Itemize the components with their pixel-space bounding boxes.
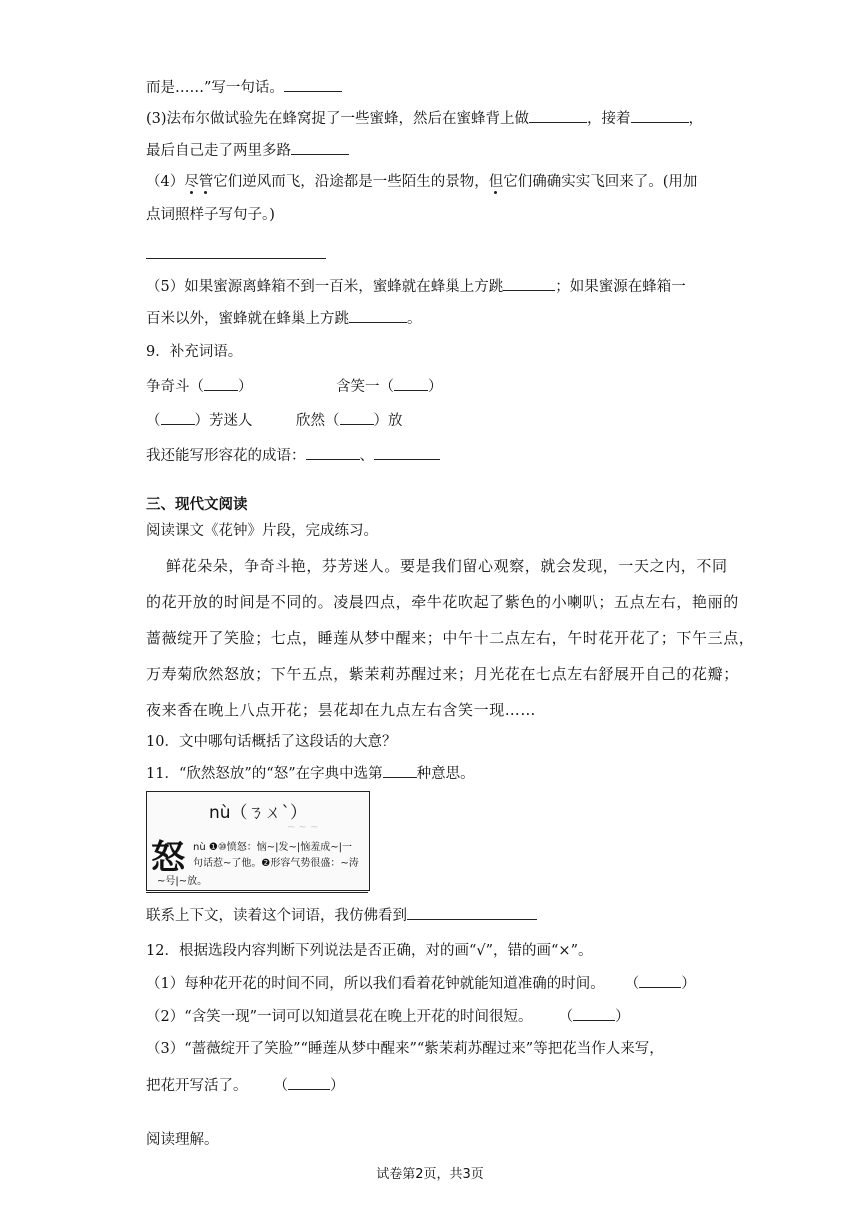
q11-followup: 联系上下文，读着这个词语，我仿佛看到 bbox=[146, 905, 537, 926]
answer-blank[interactable] bbox=[374, 445, 440, 460]
answer-blank[interactable] bbox=[639, 973, 681, 988]
question-9: 9．补充词语。 bbox=[146, 344, 243, 360]
q12-item-1: （1）每种花开花的时间不同，所以我们看着花钟就能知道准确的时间。 （ ） bbox=[146, 973, 696, 994]
reading-heading: 阅读理解。 bbox=[146, 1132, 219, 1148]
dict-def: 句话惹~了他。❷形容气势很盛：~涛 bbox=[193, 858, 359, 869]
passage-line: 万寿菊欣然怒放；下午五点，紫茉莉苏醒过来；月光花在七点左右舒展开自己的花瓣； bbox=[146, 665, 739, 683]
answer-blank[interactable] bbox=[407, 905, 537, 920]
dictionary-entry-image bbox=[146, 791, 370, 891]
line-2: (3)法布尔做试验先在蜂窝捉了一些蜜蜂，然后在蜜蜂背上做 ，接着 ， bbox=[146, 108, 703, 129]
answer-blank[interactable] bbox=[291, 140, 349, 155]
dict-pinyin: nù（ㄋㄨˋ） bbox=[209, 803, 308, 823]
question-10: 10．文中哪句话概括了这段话的大意？ bbox=[146, 734, 397, 750]
q12-item-3: （3）“蔷薇绽开了笑脸”“睡莲从梦中醒来”“紫茉莉苏醒过来”等把花当作人来写， bbox=[146, 1041, 664, 1057]
dict-underline bbox=[146, 892, 368, 893]
section-intro: 阅读课文《花钟》片段，完成练习。 bbox=[146, 523, 378, 539]
question-8-5: （5）如果蜜源离蜂箱不到一百米，蜜蜂就在蜂巢上方跳 ；如果蜜源在蜂箱一 bbox=[146, 276, 686, 297]
passage-line: 的花开放的时间是不同的。凌晨四点，牵牛花吹起了紫色的小喇叭；五点左右，艳丽的 bbox=[146, 593, 739, 611]
answer-blank[interactable] bbox=[284, 77, 342, 92]
dict-def: ~号|~放。 bbox=[157, 876, 208, 887]
q9-item-1: 争奇斗（ ） bbox=[146, 376, 253, 397]
q9-item-2: 含笑一（ ） bbox=[336, 376, 443, 397]
question-11: 11．“欣然怒放”的“怒”在字典中选第 种意思。 bbox=[146, 763, 475, 784]
passage-line: 夜来香在晚上八点开花；昙花却在九点左右含笑一现…… bbox=[146, 701, 537, 719]
question-8-4: （4）尽管它们逆风而飞，沿途都是一些陌生的景物，但它们确确实实飞回来了。(用加 bbox=[146, 174, 698, 190]
answer-blank[interactable] bbox=[340, 410, 374, 425]
q9-item-3: （ ）芳迷人 bbox=[146, 410, 253, 431]
answer-blank[interactable] bbox=[631, 108, 689, 123]
answer-blank[interactable] bbox=[503, 276, 555, 291]
q12-item-2: （2）“含笑一现”一词可以知道昙花在晚上开花的时间很短。 （ ） bbox=[146, 1006, 630, 1027]
q9-idioms: 我还能写形容花的成语： 、 bbox=[146, 445, 440, 466]
q9-item-4: 欣然（ ）放 bbox=[296, 410, 403, 431]
answer-blank[interactable] bbox=[204, 376, 238, 391]
answer-blank[interactable] bbox=[161, 410, 195, 425]
dict-faded-text: ~ ~ ~ bbox=[287, 822, 319, 833]
section-heading: 三、现代文阅读 bbox=[146, 496, 248, 513]
answer-blank[interactable] bbox=[306, 445, 360, 460]
line-3: 最后自己走了两里多路 bbox=[146, 140, 349, 161]
line-1: 而是……”写一句话。 bbox=[146, 77, 342, 98]
answer-blank[interactable] bbox=[349, 308, 407, 323]
answer-blank[interactable] bbox=[383, 763, 417, 778]
passage-line: 蔷薇绽开了笑脸；七点，睡莲从梦中醒来；中午十二点左右，午时花开花了；下午三点， bbox=[146, 629, 755, 647]
passage-line: 鲜花朵朵，争奇斗艳，芬芳迷人。要是我们留心观察，就会发现，一天之内，不同 bbox=[166, 557, 728, 575]
line-5: 点词照样子写句子。) bbox=[146, 207, 275, 223]
q12-item-3-cont: 把花开写活了。 （ ） bbox=[146, 1075, 345, 1096]
dict-char: 怒 bbox=[151, 838, 185, 878]
answer-line[interactable] bbox=[146, 258, 326, 259]
question-12: 12．根据选段内容判断下列说法是否正确，对的画“√”，错的画“×”。 bbox=[146, 943, 593, 959]
answer-blank[interactable] bbox=[394, 376, 428, 391]
dict-def: nù ❶⑩愤怒：恼~|发~|恼羞成~|一 bbox=[193, 842, 353, 853]
answer-blank[interactable] bbox=[529, 108, 587, 123]
line-7: 百米以外，蜜蜂就在蜂巢上方跳 。 bbox=[146, 308, 422, 329]
page-footer: 试卷第2页，共3页 bbox=[376, 1167, 484, 1182]
answer-blank[interactable] bbox=[573, 1006, 615, 1021]
answer-blank[interactable] bbox=[288, 1075, 330, 1090]
